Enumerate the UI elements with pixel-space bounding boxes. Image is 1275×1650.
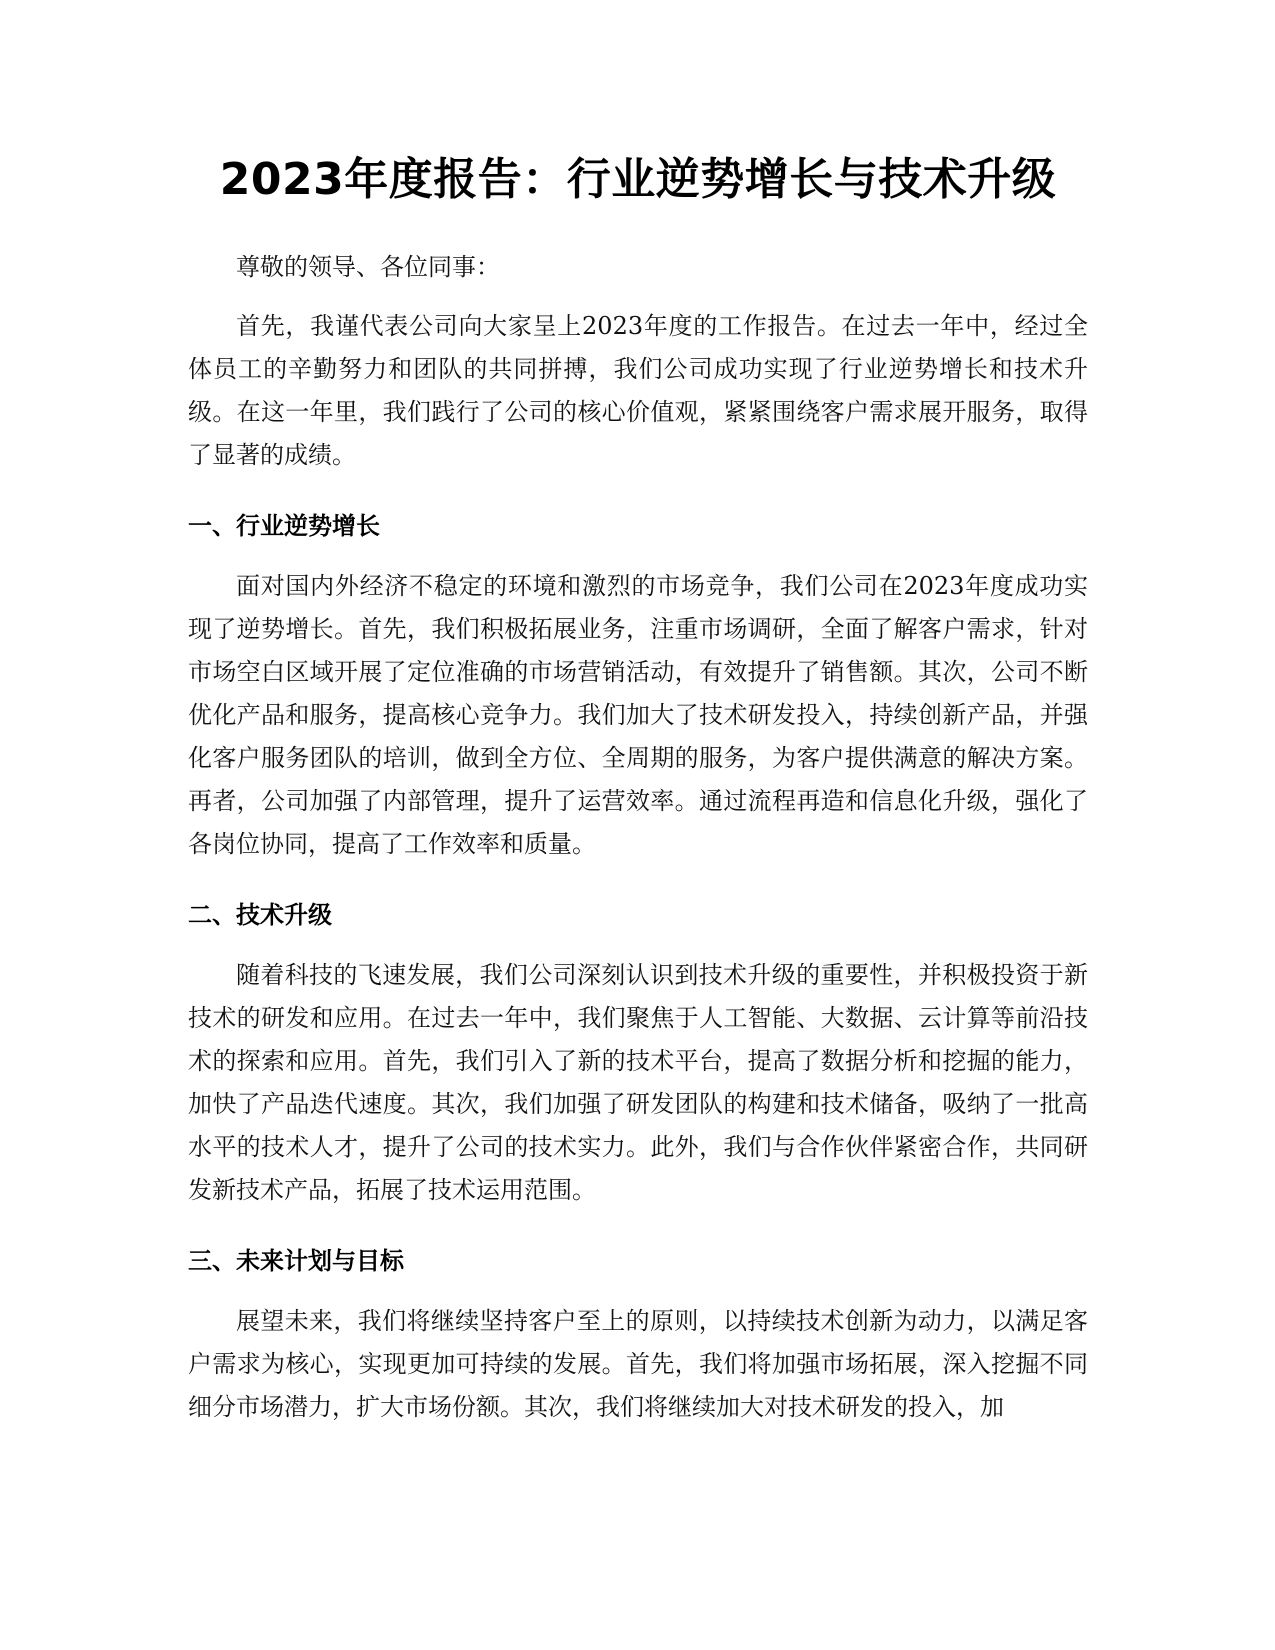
document-body	[188, 148, 1088, 1429]
section-body-growth: 面对国内外经济不稳定的环境和激烈的市场竞争，我们公司在2023年度成功实现了逆势增长。首先，我们积极拓展业务，注重市场调研，全面了解客户需求，针对市场空白区域开展了定位准确的市场营销活动，有效提升了销售额。其次，公司不断优化产品和服务，提高核心竞争力。我们加大了技术研发投入，持续创新产品，并强化客户服务团队的培训，做到全方位、全周期的服务，为客户提供满意的解决方案。再者，公司加强了内部管理，提升了运营效率。通过流程再造和信息化升级，强化了各岗位协同，提高了工作效率和质量。	[188, 572, 1088, 858]
section-body-tech: 随着科技的飞速发展，我们公司深刻认识到技术升级的重要性，并积极投资于新技术的研发和应用。在过去一年中，我们聚焦于人工智能、大数据、云计算等前沿技术的探索和应用。首先，我们引入了新的技术平台，提高了数据分析和挖掘的能力，加快了产品迭代速度。其次，我们加强了研发团队的构建和技术储备，吸纳了一批高水平的技术人才，提升了公司的技术实力。此外，我们与合作伙伴紧密合作，共同研发新技术产品，拓展了技术运用范围。	[188, 961, 1088, 1204]
salutation: 尊敬的领导、各位同事：	[236, 253, 500, 281]
section-heading-tech: 二、技术升级	[188, 901, 332, 929]
section-body-future: 展望未来，我们将继续坚持客户至上的原则，以持续技术创新为动力，以满足客户需求为核心，实现更加可持续的发展。首先，我们将加强市场拓展，深入挖掘不同细分市场潜力，扩大市场份额。其次，我们将继续加大对技术研发的投入，加	[188, 1307, 1088, 1421]
intro-paragraph: 首先，我谨代表公司向大家呈上2023年度的工作报告。在过去一年中，经过全体员工的辛勤努力和团队的共同拼搏，我们公司成功实现了行业逆势增长和技术升级。在这一年里，我们践行了公司的核心价值观，紧紧围绕客户需求展开服务，取得了显著的成绩。	[188, 312, 1088, 469]
document-title: 2023年度报告：行业逆势增长与技术升级	[219, 154, 1057, 205]
section-heading-growth: 一、行业逆势增长	[188, 512, 380, 540]
section-heading-future: 三、未来计划与目标	[188, 1247, 404, 1275]
